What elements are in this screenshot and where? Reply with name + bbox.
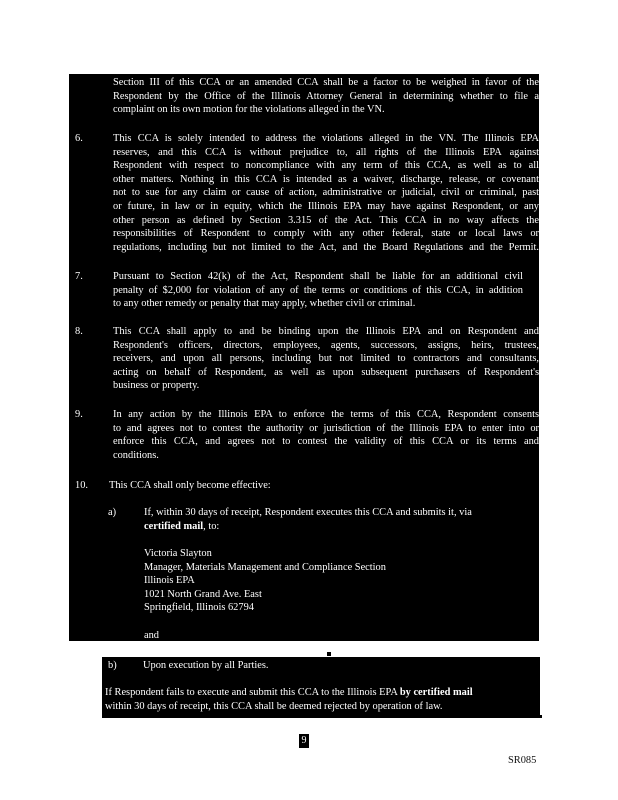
certified-mail-bold: certified mail — [144, 521, 204, 532]
text-line: conditions. — [113, 449, 159, 461]
item-number: 7. — [75, 271, 83, 282]
text-line: Respondent's officers, directors, employees, agents, successors, assigns, heirs, trustees, — [113, 339, 539, 351]
text-line: This CCA is solely intended to address the violations alleged in the VN. The Illinois EPA — [113, 133, 539, 144]
text-line: This CCA shall apply to and be binding upon the Illinois EPA and on Respondent and — [113, 326, 539, 337]
text-line: other matters. Nothing in this CCA is intended as a waiver, discharge, release, or covenant — [113, 173, 539, 185]
text-line: other person as defined by Section 3.315 of the Act. This CCA in no way affects the — [113, 214, 539, 226]
text-line: not to sue for any claim or cause of action, administrative or judicial, civil or criminal, past — [113, 187, 539, 199]
text-line: enforce this CCA, and agrees not to contest the validity of this CCA or its terms and — [113, 436, 539, 448]
item-7-paragraph — [113, 270, 523, 311]
item-number: 9. — [75, 409, 83, 420]
closing-bold: by certified mail — [399, 687, 473, 698]
text-line: or future, in law or in equity, which the Illinois EPA may have against Respondent, or any — [113, 200, 539, 212]
scan-mark — [327, 652, 331, 656]
sub-item-a-line2 — [144, 520, 219, 534]
document-id: SR085 — [508, 755, 537, 766]
sub-item-a-line1: If, within 30 days of receipt, Respondent executes this CCA and submits it, via — [144, 507, 472, 518]
text-line: Respondent with respect to noncompliance with any term of this CCA, as well as to all — [113, 160, 539, 172]
address-line: Victoria Slayton — [144, 548, 212, 559]
item-6-paragraph — [113, 132, 539, 254]
address-block — [144, 547, 386, 615]
item-number: 10. — [75, 480, 88, 491]
text-line: complaint on its own motion for the violations alleged in the VN. — [113, 104, 385, 116]
text-line: business or property. — [113, 380, 200, 392]
text-line: regulations, including but not limited to the Act, and the Board Regulations and the Permit. — [113, 241, 539, 253]
item-8-paragraph — [113, 325, 539, 393]
text-line: receivers, and upon all persons, including but not limited to contractors and consultants, — [113, 353, 539, 365]
item-number: 8. — [75, 326, 83, 337]
address-line: Illinois EPA — [144, 575, 195, 587]
sub-item-b-letter: b) — [108, 660, 117, 671]
page-number: 9 — [299, 734, 309, 748]
and-text: and — [144, 630, 160, 641]
scan-mark — [538, 715, 542, 718]
text-line: acting on behalf of Respondent, as well as upon subsequent purchasers of Respondent's — [113, 366, 539, 378]
address-line: Manager, Materials Management and Compliance Section — [144, 561, 386, 573]
text-line: responsibilities of Respondent to comply with any other federal, state or local laws or — [113, 228, 539, 240]
closing-line-2: within 30 days of receipt, this CCA shall be deemed rejected by operation of law. — [105, 701, 443, 712]
text-line: penalty of $2,000 for violation of any of the terms or conditions of this CCA, in addition — [113, 284, 523, 296]
text-line: reserves, and this CCA is without prejudice to, all rights of the Illinois EPA against — [113, 146, 539, 158]
text-line: Respondent by the Office of the Illinois Attorney General in determining whether to file a — [113, 90, 539, 102]
address-line: 1021 North Grand Ave. East — [144, 588, 262, 600]
sub-item-b-text: Upon execution by all Parties. — [143, 660, 269, 671]
item-number: 6. — [75, 133, 83, 144]
text-line: to and agrees not to contest the authority or jurisdiction of the Illinois EPA to enter into or — [113, 422, 539, 434]
text-line: to any other remedy or penalty that may apply, whether civil or criminal. — [113, 298, 416, 310]
item-10-text: This CCA shall only become effective: — [109, 480, 271, 491]
text-line: In any action by the Illinois EPA to enforce the terms of this CCA, Respondent consents — [113, 409, 539, 420]
sub-item-a-letter: a) — [108, 507, 117, 518]
item-9-paragraph — [113, 408, 539, 462]
text-line: Section III of this CCA or an amended CCA shall be a factor to be weighed in favor of the — [113, 77, 539, 88]
intro-paragraph — [113, 76, 539, 117]
closing-line-1-start: If Respondent fails to execute and submit this CCA to the Illinois EPA — [105, 687, 400, 698]
address-line: Springfield, Illinois 62794 — [144, 602, 254, 614]
text-line: Pursuant to Section 42(k) of the Act, Respondent shall be liable for an additional civil — [113, 271, 523, 282]
closing-line-1 — [105, 686, 473, 700]
sub-item-a-line2-rest: , to: — [203, 521, 220, 532]
